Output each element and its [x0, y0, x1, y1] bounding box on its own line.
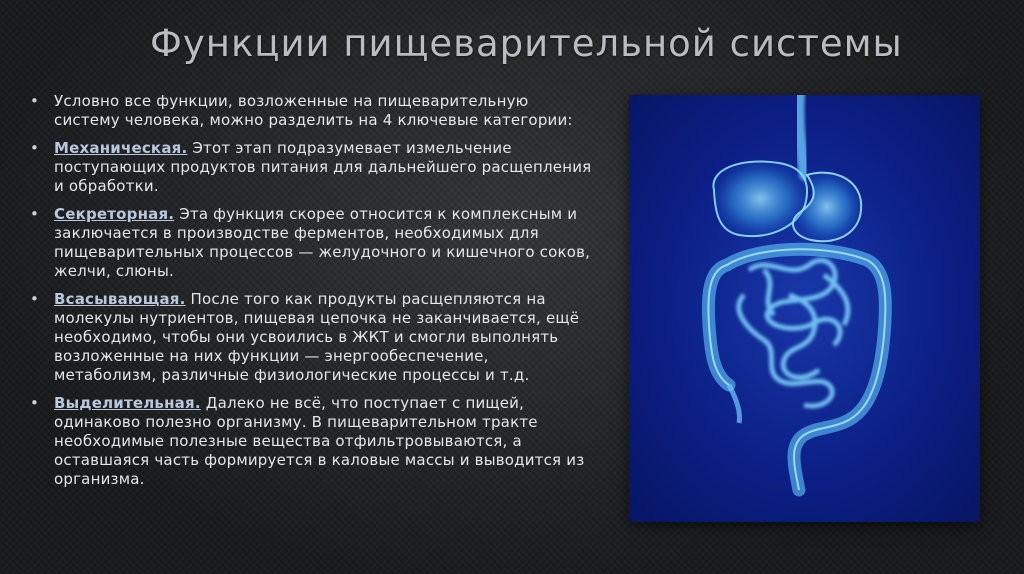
bullet-secretory-text: Эта функция скорее относится к комплексным и заключается в производстве ферментов, необходимых для пищеварительных процессов — желудочного и кишечного соков, желчи, слюны. — [54, 205, 591, 280]
bullet-marker: • — [30, 139, 40, 157]
bullet-mechanical — [28, 139, 596, 196]
bullet-mechanical-text: Этот этап подразумевает измельчение поступающих продуктов питания для дальнейшего расщепления и обработки. — [54, 139, 592, 195]
term-mechanical: Механическая. — [54, 139, 188, 157]
slide-title: Функции пищеварительной системы — [150, 22, 903, 65]
bullet-marker: • — [30, 205, 40, 223]
bullet-list — [28, 92, 596, 498]
bullet-marker: • — [30, 394, 40, 412]
bullet-excretory — [28, 394, 596, 489]
bullet-intro — [28, 92, 596, 130]
term-excretory: Выделительная. — [54, 394, 201, 412]
term-secretory: Секреторная. — [54, 205, 175, 223]
bullet-absorptive — [28, 290, 596, 385]
bullet-excretory-text: Далеко не всё, что поступает с пищей, одинаково полезно организму. В пищеварительном тракте необходимые полезные вещества отфильтровываются, а оставшаяся часть формируется в каловые массы и выводится из организма. — [54, 394, 585, 488]
term-absorptive: Всасывающая. — [54, 290, 186, 308]
digestive-system-image — [629, 95, 980, 522]
bullet-absorptive-text: После того как продукты расщепляются на молекулы нутриентов, пищевая цепочка не заканчивается, ещё необходимо, чтобы они усвоились в ЖКТ и смогли выполнять возложенные на них функции — энергообеспечение, метаболизм, различные физиологические процессы и т.д. — [54, 290, 580, 384]
bullet-intro-text: Условно все функции, возложенные на пищеварительную систему человека, можно разделить на 4 ключевые категории: — [54, 92, 573, 129]
bullet-secretory — [28, 205, 596, 281]
bullet-marker: • — [30, 92, 40, 110]
digestive-system-icon — [629, 95, 980, 522]
bullet-marker: • — [30, 290, 40, 308]
